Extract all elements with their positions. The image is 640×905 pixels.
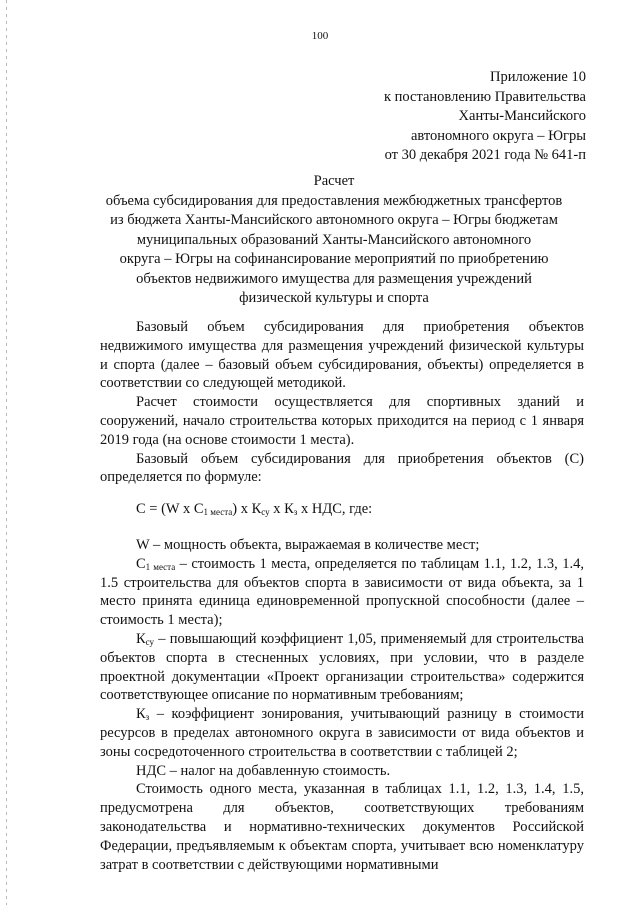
page-number: 100 [311, 30, 329, 42]
appendix-line: Ханты-Мансийского [458, 108, 586, 124]
formula: С = (W x $С_{1 места}$) x $К_{су}$ x $К_з$ x НДС, где: [136, 501, 373, 518]
title-line: из бюджета Ханты-Мансийского автономного округа – Югры бюджетам [110, 212, 558, 228]
paragraph-formula-intro: Базовый объем субсидирования для приобретения объектов (С) определяется по формуле: [100, 450, 584, 486]
appendix-line: от 30 декабря 2021 года № 641-п [384, 147, 586, 163]
paragraph-calculation: Расчет стоимости осуществляется для спортивных зданий и сооружений, начало строительства которых приходится на период с 1 января 2019 года (на основе стоимости 1 места). [100, 394, 584, 448]
definition-c: $С_{1 места}$ – стоимость 1 места, определяется по таблицам 1.1, 1.2, 1.3, 1.4, 1.5 строительства для объектов спорта в зависимости от вида объекта, за 1 место принята единица единовременной пропускной способности (далее – стоимость 1 места); [100, 555, 584, 629]
title-heading: Расчет [313, 173, 355, 189]
title-line: округа – Югры на софинансирование мероприятий по приобретению [119, 251, 549, 267]
title-line: объектов недвижимого имущества для размещения учреждений [136, 270, 532, 287]
title-line: муниципальных образований Ханты-Мансийского автономного [136, 231, 532, 248]
definition-kz: $К_з$ – коэффициент зонирования, учитывающий разницу в стоимости ресурсов в пределах автономного округа в зависимости от вида объектов и зоны сосредоточенного строительства в соответствии с таблицей 2; [100, 706, 584, 760]
appendix-line: Приложение 10 [490, 69, 586, 85]
appendix-line: к постановлению Правительства [384, 88, 586, 105]
paragraph-cost-per-place: Стоимость одного места, указанная в таблицах 1.1, 1.2, 1.3, 1.4, 1.5, предусмотрена для объектов, соответствующих требованиям законодательства и нормативно-технических документов Российской Федерации, предъявляемым к объектам спорта, учитывает всю номенклатуру затрат в соответствии с действующими нормативными [100, 781, 584, 873]
scan-edge [6, 0, 7, 905]
title-line: объема субсидирования для предоставления межбюджетных трансфертов [105, 192, 563, 209]
document-body [100, 318, 584, 874]
appendix-header [384, 68, 586, 166]
title-line: физической культуры и спорта [239, 290, 429, 306]
paragraph-methodology: Базовый объем субсидирования для приобретения объектов недвижимого имущества для размещения учреждений физической культуры и спорта (далее – базовый объем субсидирования, объекты) определяется в соответствии со следующей методикой. [100, 319, 584, 392]
definition-ksu: $К_{су}$ – повышающий коэффициент 1,05, применяемый для строительства объектов спорта в стесненных условиях, при условии, что в разделе проектной документации «Проект организации строительства» содержится соответствующее описание по нормативным требованиям; [100, 630, 584, 704]
appendix-line: автономного округа – Югры [410, 127, 586, 144]
definition-w: W – мощность объекта, выражаемая в количестве мест; [136, 536, 480, 553]
definition-nds: НДС – налог на добавленную стоимость. [136, 762, 391, 779]
document-title [84, 172, 584, 309]
